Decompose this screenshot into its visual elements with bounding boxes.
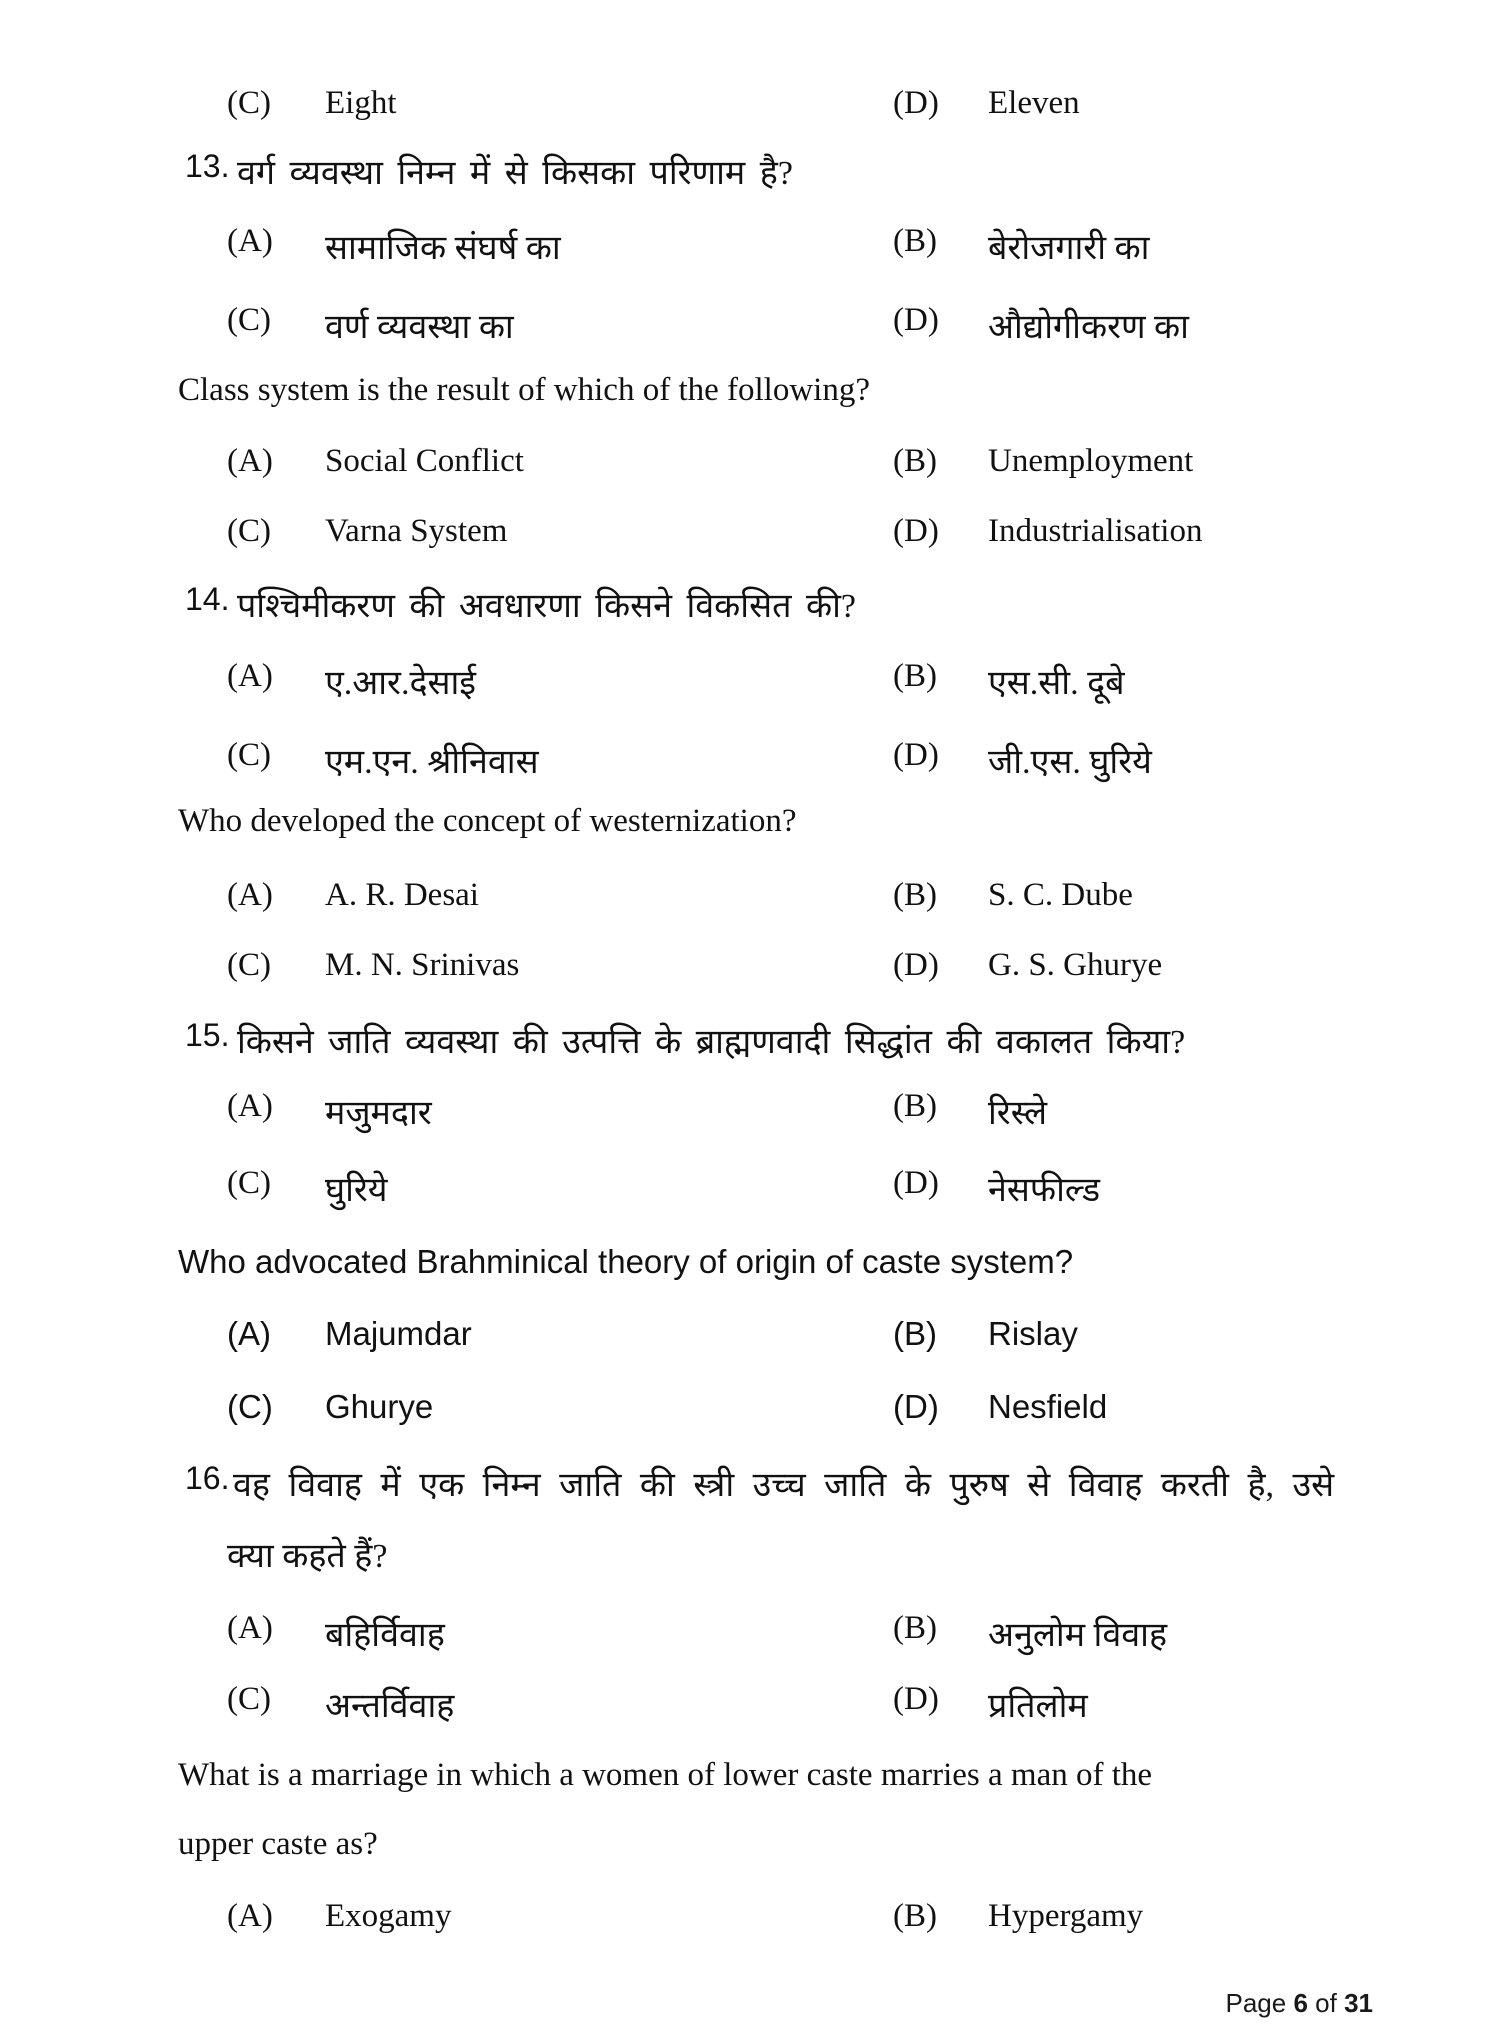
option-text: Industrialisation [988,513,1203,549]
question-16-hindi-line2 [0,1531,1505,1575]
question-15-hindi-options-ab [0,1088,1505,1132]
question-13-hindi [0,148,1505,192]
option-text: S. C. Dube [988,877,1133,913]
option-label: (D) [893,302,939,338]
question-16-english-line2 [0,1826,1505,1870]
option-text: मजुमदार [325,1095,432,1132]
question-14-hindi [0,581,1505,625]
option-text: सामाजिक संघर्ष का [325,230,561,267]
option-label: (C) [227,1165,271,1201]
question-text-hindi: वह विवाह में एक निम्न जाति की स्त्री उच्च जाति के पुरुष से विवाह करती है, उसे [233,1467,1335,1504]
option-text: A. R. Desai [325,877,479,913]
question-number: 15. [185,1017,230,1053]
question-14-english [0,803,1505,847]
option-text: Exogamy [325,1898,452,1934]
question-text-english: Who advocated Brahminical theory of origin of caste system? [178,1243,1074,1280]
question-16-hindi-options-ab [0,1610,1505,1654]
question-16-hindi-line1 [0,1460,1505,1504]
option-label: (A) [227,1088,273,1124]
option-label: (B) [893,443,937,479]
option-label: (A) [227,1610,273,1646]
option-label: (D) [893,85,939,121]
question-16-english-line1 [0,1757,1505,1801]
question-15-english-options-ab [0,1315,1505,1359]
option-text: बहिर्विवाह [325,1617,445,1654]
option-label: (A) [227,1898,273,1934]
question-15-hindi-options-cd [0,1165,1505,1209]
option-text: G. S. Ghurye [988,947,1163,983]
option-label: (B) [893,1315,937,1352]
option-label: (B) [893,1610,937,1646]
option-text: Varna System [325,513,508,549]
option-text: Majumdar [325,1315,472,1352]
option-label: (C) [227,947,271,983]
option-text: Unemployment [988,443,1194,479]
option-text: नेसफील्ड [988,1172,1101,1209]
option-label: (A) [227,1315,271,1352]
question-14-hindi-options-cd [0,737,1505,781]
question-14-english-options-cd [0,947,1505,991]
option-label: (C) [227,1681,271,1717]
footer-word-page: Page [1225,1988,1287,2018]
question-14-hindi-options-ab [0,658,1505,702]
footer-word-of: of [1315,1988,1337,2018]
question-number: 16. [185,1460,230,1496]
option-label: (C) [227,513,271,549]
question-13-english [0,372,1505,416]
option-label: (A) [227,443,273,479]
question-text-english: upper caste as? [178,1826,378,1862]
question-number: 13. [185,148,230,184]
option-text: प्रतिलोम [988,1688,1088,1725]
question-13-english-options-ab [0,443,1505,487]
option-label: (C) [227,85,271,121]
option-label: (D) [893,1165,939,1201]
option-text: Eleven [988,85,1080,121]
option-label: (D) [893,947,939,983]
footer-total-pages: 31 [1344,1988,1373,2018]
option-text: जी.एस. घुरिये [988,744,1152,781]
question-15-english [0,1243,1505,1287]
option-label: (C) [227,302,271,338]
question-13-english-options-cd [0,513,1505,557]
option-label: (B) [893,1088,937,1124]
question-16-hindi-options-cd [0,1681,1505,1725]
question-text-english: Class system is the result of which of the following? [178,372,870,408]
option-text: Eight [325,85,397,121]
question-15-english-options-cd [0,1388,1505,1432]
option-label: (C) [227,737,271,773]
option-label: (D) [893,1681,939,1717]
option-text: घुरिये [325,1172,388,1209]
option-text: Rislay [988,1315,1078,1352]
question-15-hindi [0,1017,1505,1061]
question-14-english-options-ab [0,877,1505,921]
option-text: बेरोजगारी का [988,230,1150,267]
option-label: (D) [893,737,939,773]
option-text: अन्तर्विवाह [325,1688,455,1725]
option-text: Ghurye [325,1388,434,1425]
question-text-english: Who developed the concept of westernization? [178,803,797,839]
question-number: 14. [185,581,230,617]
option-text: औद्योगीकरण का [988,309,1189,346]
footer-page-number: 6 [1293,1988,1308,2018]
option-label: (C) [227,1388,273,1425]
page-footer [1225,1988,1373,2019]
option-text: Hypergamy [988,1898,1144,1934]
option-text: Nesfield [988,1388,1108,1425]
option-text: Social Conflict [325,443,524,479]
option-label: (A) [227,223,273,259]
question-16-english-options-ab [0,1898,1505,1942]
option-text: एस.सी. दूबे [988,665,1125,702]
question-13-hindi-options-cd [0,302,1505,346]
question-text-english: What is a marriage in which a women of lower caste marries a man of the [178,1757,1153,1793]
option-label: (B) [893,877,937,913]
option-text: ए.आर.देसाई [325,665,476,702]
option-text: M. N. Srinivas [325,947,520,983]
option-label: (A) [227,877,273,913]
option-label: (B) [893,1898,937,1934]
option-label: (D) [893,513,939,549]
question-text-hindi: पश्चिमीकरण की अवधारणा किसने विकसित की? [237,588,856,625]
option-text: अनुलोम विवाह [988,1617,1168,1654]
question-13-hindi-options-ab [0,223,1505,267]
option-label: (B) [893,223,937,259]
option-text: वर्ण व्यवस्था का [325,309,514,346]
option-label: (A) [227,658,273,694]
question-text-hindi: वर्ग व्यवस्था निम्न में से किसका परिणाम है? [237,155,793,192]
option-text: रिस्ले [988,1095,1047,1132]
option-label: (D) [893,1388,939,1425]
question-text-hindi: क्या कहते हैं? [227,1538,388,1575]
question-text-hindi: किसने जाति व्यवस्था की उत्पत्ति के ब्राह्मणवादी सिद्धांत की वकालत किया? [237,1024,1186,1061]
carryover-options-row [0,85,1505,129]
option-label: (B) [893,658,937,694]
option-text: एम.एन. श्रीनिवास [325,744,539,781]
